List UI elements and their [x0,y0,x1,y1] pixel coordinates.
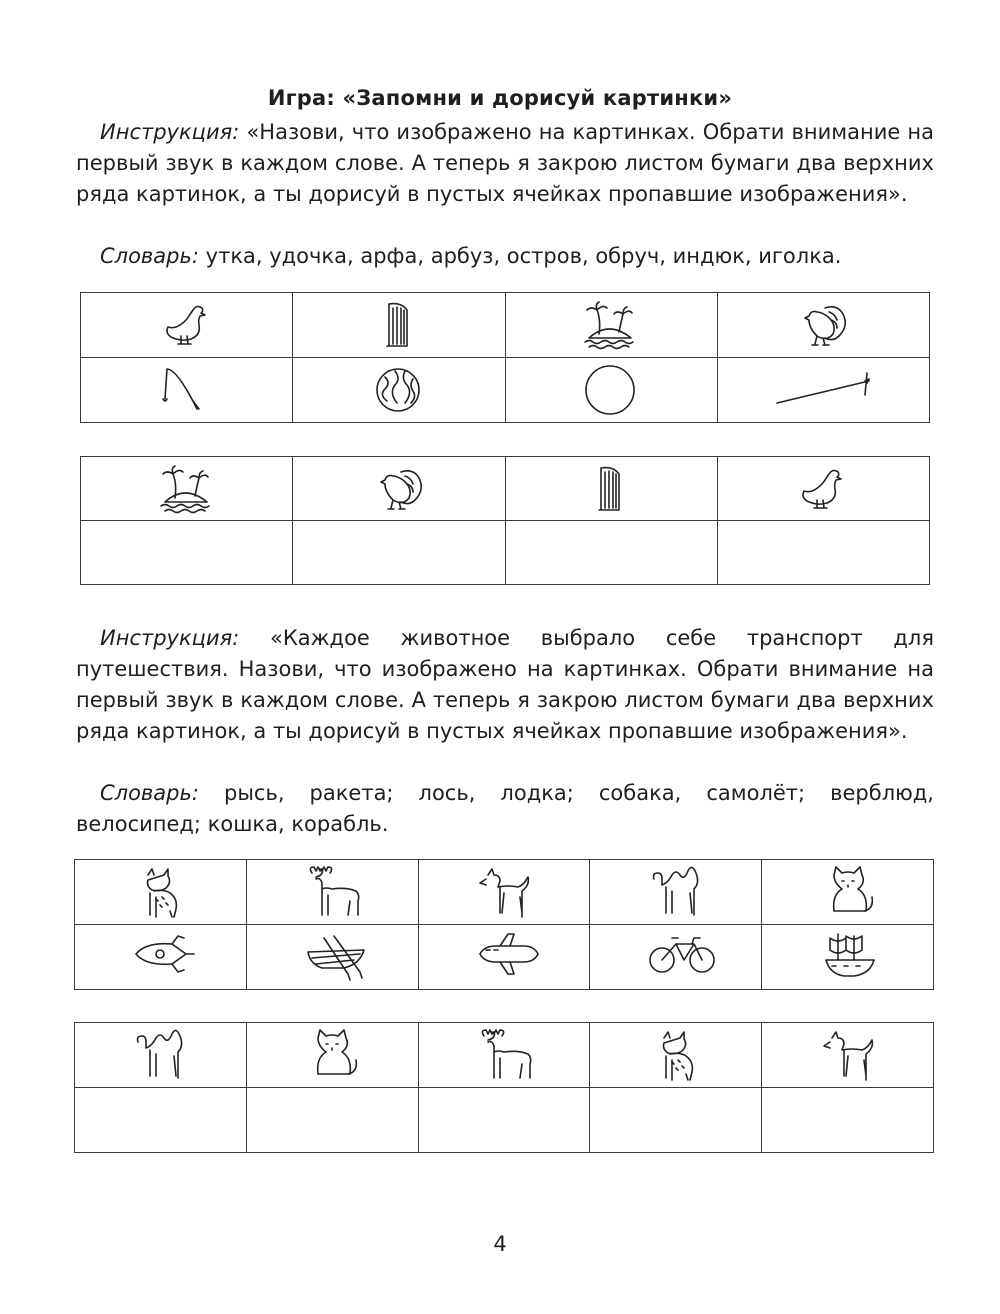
picture-cell [762,925,934,990]
island-icon [159,462,215,516]
dog-icon [476,865,532,919]
picture-cell [246,860,418,925]
drawing-cell[interactable] [418,1088,590,1153]
harp-icon [371,298,427,352]
instruction-label: Инструкция: [100,120,240,144]
instruction-paragraph-1 [76,117,934,210]
picture-cell [81,358,293,423]
fishing-rod-icon [159,363,215,417]
drawing-cell[interactable] [246,1088,418,1153]
turkey-icon [371,462,427,516]
cat-icon [820,865,876,919]
camel-icon [132,1028,188,1082]
moose-icon [476,1028,532,1082]
picture-cell [590,1023,762,1088]
dictionary-paragraph-1 [76,241,934,272]
drawing-cell[interactable] [293,521,505,585]
instruction-text: «Каждое животное выбрало себе транспорт для путешествия. Назови, что изображено на картинках. Обрати внимание на первый звук в каждом слове. А теперь я закрою листом бумаги два верхних ряда картинок, а ты дорисуй в пустых ячейках пропавшие изображения». [76,626,934,743]
instruction-label: Инструкция: [100,626,240,650]
picture-cell [81,293,293,358]
picture-cell [418,860,590,925]
picture-cell [246,1023,418,1088]
hoop-icon [583,363,639,417]
picture-grid-1 [80,292,930,423]
moose-icon [304,865,360,919]
island-icon [583,298,639,352]
dictionary-paragraph-2 [76,778,934,840]
page-number: 4 [493,1232,507,1256]
duck-icon [795,462,851,516]
dictionary-label: Словарь: [100,781,199,805]
drawing-cell[interactable] [81,521,293,585]
picture-cell [717,358,929,423]
rocket-icon [132,930,188,984]
dog-icon [820,1028,876,1082]
picture-grid-3 [74,859,934,990]
airplane-icon [476,930,532,984]
picture-cell [418,1023,590,1088]
duck-icon [159,298,215,352]
picture-cell [75,1023,247,1088]
dictionary-label: Словарь: [100,244,199,268]
picture-cell [590,925,762,990]
picture-cell [717,293,929,358]
picture-grid-2 [80,456,930,585]
boat-icon [304,930,360,984]
bicycle-icon [648,930,704,984]
camel-icon [648,865,704,919]
picture-cell [590,860,762,925]
picture-cell [505,293,717,358]
ship-icon [820,930,876,984]
watermelon-icon [371,363,427,417]
picture-grid-4 [74,1022,934,1153]
drawing-cell[interactable] [590,1088,762,1153]
picture-cell [81,457,293,521]
harp-icon [583,462,639,516]
picture-cell [293,457,505,521]
picture-cell [505,358,717,423]
picture-cell [762,860,934,925]
cat-icon [304,1028,360,1082]
needle-icon [773,363,873,417]
picture-cell [293,358,505,423]
picture-cell [762,1023,934,1088]
picture-cell [75,925,247,990]
dictionary-text: утка, удочка, арфа, арбуз, остров, обруч, индюк, иголка. [205,244,842,268]
picture-cell [505,457,717,521]
picture-cell [717,457,929,521]
turkey-icon [795,298,851,352]
page-title: Игра: «Запомни и дорисуй картинки» [267,86,733,110]
dictionary-text: рысь, ракета; лось, лодка; собака, самолёт; верблюд, велосипед; кошка, корабль. [76,781,934,836]
drawing-cell[interactable] [75,1088,247,1153]
picture-cell [418,925,590,990]
drawing-cell[interactable] [762,1088,934,1153]
drawing-cell[interactable] [505,521,717,585]
instruction-text: «Назови, что изображено на картинках. Обрати внимание на первый звук в каждом слове. А теперь я закрою листом бумаги два верхних ряда картинок, а ты дорисуй в пустых ячейках пропавшие изображения». [76,120,934,206]
instruction-paragraph-2 [76,623,934,747]
lynx-icon [648,1028,704,1082]
picture-cell [75,860,247,925]
picture-cell [246,925,418,990]
drawing-cell[interactable] [717,521,929,585]
picture-cell [293,293,505,358]
lynx-icon [132,865,188,919]
